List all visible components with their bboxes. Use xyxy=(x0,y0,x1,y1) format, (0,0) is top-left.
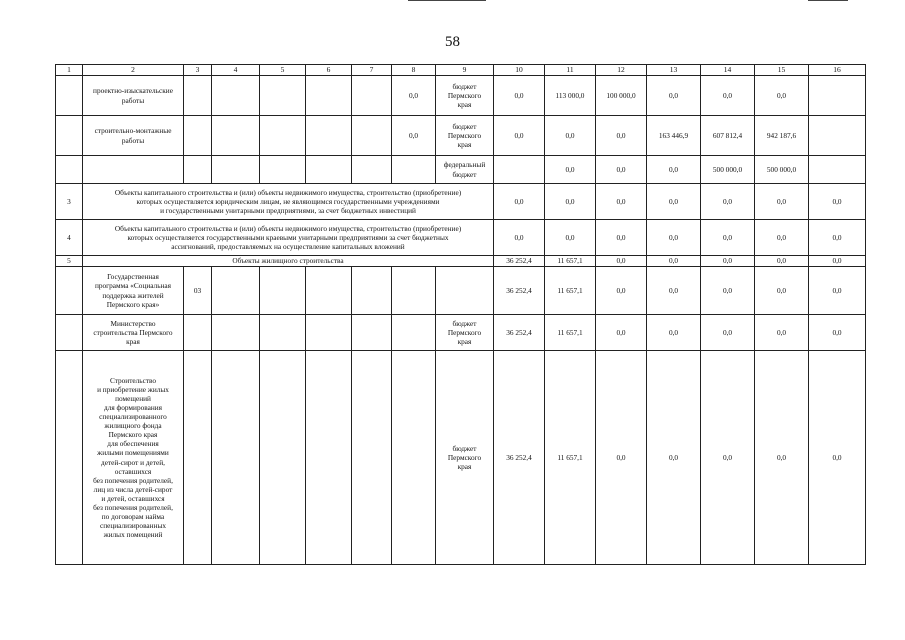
cell-source: бюджет Пермского края xyxy=(436,351,494,565)
cell-c16: 0,0 xyxy=(809,184,866,220)
header-col-15: 15 xyxy=(755,65,809,76)
cell-c15: 942 187,6 xyxy=(755,116,809,156)
header-col-13: 13 xyxy=(647,65,701,76)
cell-c13: 0,0 xyxy=(647,256,701,267)
cell-c10: 36 252,4 xyxy=(494,315,545,351)
cell-source: бюджет Пермского края xyxy=(436,116,494,156)
cell-c13: 0,0 xyxy=(647,351,701,565)
cell-c14: 0,0 xyxy=(701,220,755,256)
top-rule-right xyxy=(808,0,848,1)
cell-c11: 11 657,1 xyxy=(545,315,596,351)
cell-c10: 36 252,4 xyxy=(494,256,545,267)
cell-c15: 0,0 xyxy=(755,351,809,565)
top-rule-left xyxy=(408,0,486,1)
cell-name: Министерство строительства Пермского края xyxy=(83,315,184,351)
cell-c13: 163 446,9 xyxy=(647,116,701,156)
cell-c10: 36 252,4 xyxy=(494,351,545,565)
cell-c14: 0,0 xyxy=(701,184,755,220)
cell-c12: 0,0 xyxy=(596,315,647,351)
cell-c12: 0,0 xyxy=(596,267,647,315)
header-col-3: 3 xyxy=(184,65,212,76)
cell-c16 xyxy=(809,76,866,116)
cell-num xyxy=(56,76,83,116)
page-number: 58 xyxy=(445,34,460,50)
cell-source: федеральный бюджет xyxy=(436,156,494,184)
table-row xyxy=(56,256,866,267)
cell-c16: 0,0 xyxy=(809,351,866,565)
table-row xyxy=(56,315,866,351)
cell-c8: 0,0 xyxy=(392,116,436,156)
cell-c15: 500 000,0 xyxy=(755,156,809,184)
cell-c3: 03 xyxy=(184,267,212,315)
cell-c14: 0,0 xyxy=(701,76,755,116)
cell-name: Государственная программа «Социальная поддержка жителей Пермского края» xyxy=(83,267,184,315)
header-col-4: 4 xyxy=(212,65,260,76)
cell-c15: 0,0 xyxy=(755,315,809,351)
header-col-6: 6 xyxy=(306,65,352,76)
cell-c11: 0,0 xyxy=(545,116,596,156)
header-col-7: 7 xyxy=(352,65,392,76)
cell-c12: 0,0 xyxy=(596,256,647,267)
cell-c11: 0,0 xyxy=(545,184,596,220)
cell-c13: 0,0 xyxy=(647,220,701,256)
header-col-10: 10 xyxy=(494,65,545,76)
cell-c13: 0,0 xyxy=(647,156,701,184)
header-col-5: 5 xyxy=(260,65,306,76)
header-row xyxy=(56,65,866,76)
cell-c12: 0,0 xyxy=(596,156,647,184)
cell-c13: 0,0 xyxy=(647,267,701,315)
cell-num: 5 xyxy=(56,256,83,267)
cell-c15: 0,0 xyxy=(755,220,809,256)
cell-c10: 0,0 xyxy=(494,116,545,156)
cell-c11: 11 657,1 xyxy=(545,267,596,315)
table-row xyxy=(56,76,866,116)
cell-source: бюджет Пермского края xyxy=(436,76,494,116)
cell-c14: 607 812,4 xyxy=(701,116,755,156)
cell-c16: 0,0 xyxy=(809,220,866,256)
cell-c15: 0,0 xyxy=(755,267,809,315)
cell-c11: 0,0 xyxy=(545,220,596,256)
cell-c13: 0,0 xyxy=(647,184,701,220)
cell-c14: 0,0 xyxy=(701,267,755,315)
cell-c15: 0,0 xyxy=(755,76,809,116)
cell-c11: 11 657,1 xyxy=(545,351,596,565)
cell-c12: 0,0 xyxy=(596,220,647,256)
cell-c10: 36 252,4 xyxy=(494,267,545,315)
cell-c14: 500 000,0 xyxy=(701,156,755,184)
cell-c15: 0,0 xyxy=(755,184,809,220)
cell-name: строительно-монтажные работы xyxy=(83,116,184,156)
cell-c10: 0,0 xyxy=(494,76,545,116)
cell-c16: 0,0 xyxy=(809,256,866,267)
table-row xyxy=(56,220,866,256)
cell-c14: 0,0 xyxy=(701,256,755,267)
table-row xyxy=(56,184,866,220)
cell-c10: 0,0 xyxy=(494,220,545,256)
table-row xyxy=(56,116,866,156)
cell-c15: 0,0 xyxy=(755,256,809,267)
cell-c10: 0,0 xyxy=(494,184,545,220)
cell-section-title: Объекты жилищного строительства xyxy=(83,256,494,267)
cell-c14: 0,0 xyxy=(701,351,755,565)
cell-name: проектно-изыскательские работы xyxy=(83,76,184,116)
cell-section-title: Объекты капитального строительства и (или) объекты недвижимого имущества, строительство (приобретение) которых осуществляется государственными краевыми унитарными предприятиями за счет бюджетных ассигнований, предоставляемых на осуществление капитальных вложений xyxy=(83,220,494,256)
cell-c16: 0,0 xyxy=(809,267,866,315)
cell-c13: 0,0 xyxy=(647,315,701,351)
cell-c12: 0,0 xyxy=(596,351,647,565)
header-col-14: 14 xyxy=(701,65,755,76)
cell-c11: 11 657,1 xyxy=(545,256,596,267)
cell-c11: 0,0 xyxy=(545,156,596,184)
header-col-9: 9 xyxy=(436,65,494,76)
cell-c12: 0,0 xyxy=(596,184,647,220)
cell-c14: 0,0 xyxy=(701,315,755,351)
table-row xyxy=(56,156,866,184)
cell-source: бюджет Пермского края xyxy=(436,315,494,351)
header-col-11: 11 xyxy=(545,65,596,76)
header-col-8: 8 xyxy=(392,65,436,76)
header-col-2: 2 xyxy=(83,65,184,76)
cell-c16: 0,0 xyxy=(809,315,866,351)
cell-num: 3 xyxy=(56,184,83,220)
cell-c12: 100 000,0 xyxy=(596,76,647,116)
header-col-16: 16 xyxy=(809,65,866,76)
cell-c8: 0,0 xyxy=(392,76,436,116)
table-row xyxy=(56,351,866,565)
header-col-12: 12 xyxy=(596,65,647,76)
budget-table xyxy=(55,64,866,565)
cell-c12: 0,0 xyxy=(596,116,647,156)
cell-name: Строительство и приобретение жилых помещений для формирования специализированного жилищного фонда Пермского края для обеспечения жилыми помещениями детей-сирот и детей, оставшихся без попечения родителей, лиц из числа детей-сирот и детей, оставшихся без попечения родителей, по договорам найма специализированных жилых помещений xyxy=(83,351,184,565)
cell-num: 4 xyxy=(56,220,83,256)
cell-section-title: Объекты капитального строительства и (или) объекты недвижимого имущества, строительство (приобретение) которых осуществляется юридическим лицам, не являющимся государственными учреждениями и государственными унитарными предприятиями, за счет бюджетных инвестиций xyxy=(83,184,494,220)
table-row xyxy=(56,267,866,315)
cell-c11: 113 000,0 xyxy=(545,76,596,116)
cell-c13: 0,0 xyxy=(647,76,701,116)
header-col-1: 1 xyxy=(56,65,83,76)
